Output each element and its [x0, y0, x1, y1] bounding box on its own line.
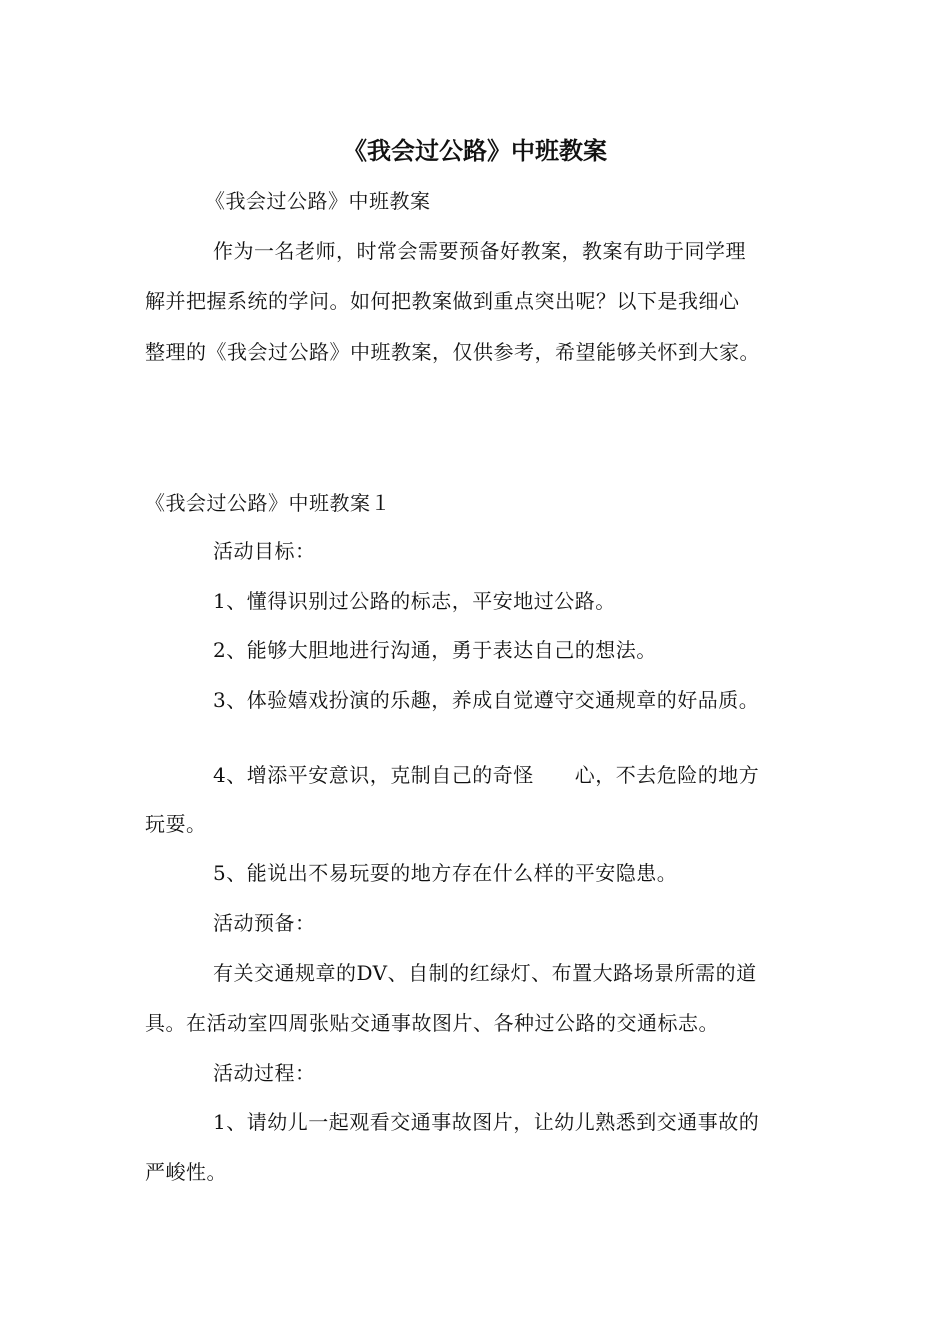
intro-line-3: 整理的《我会过公路》中班教案，仅供参考，希望能够关怀到大家。	[145, 340, 760, 364]
document-subtitle: 《我会过公路》中班教案	[205, 189, 431, 213]
goal-item-3: 3、体验嬉戏扮演的乐趣，养成自觉遵守交通规章的好品质。	[213, 688, 760, 712]
prep-line-1: 有关交通规章的DV、自制的红绿灯、布置大路场景所需的道	[213, 961, 757, 985]
process-item-1: 1、请幼儿一起观看交通事故图片，让幼儿熟悉到交通事故的	[213, 1110, 760, 1134]
process-heading: 活动过程：	[213, 1061, 316, 1085]
goal-item-4-continued: 玩耍。	[145, 812, 207, 836]
goal-item-5: 5、能说出不易玩耍的地方存在什么样的平安隐患。	[213, 861, 678, 885]
section-heading: 《我会过公路》中班教案１	[145, 491, 391, 515]
goal-item-2: 2、能够大胆地进行沟通，勇于表达自己的想法。	[213, 638, 657, 662]
goal-item-4: 4、增添平安意识，克制自己的奇怪 心，不去危险的地方	[213, 763, 760, 787]
intro-line-2: 解并把握系统的学问。如何把教案做到重点突出呢？以下是我细心	[145, 289, 740, 313]
intro-line-1: 作为一名老师，时常会需要预备好教案，教案有助于同学理	[213, 239, 746, 263]
goals-heading: 活动目标：	[213, 539, 316, 563]
prep-line-2: 具。在活动室四周张贴交通事故图片、各种过公路的交通标志。	[145, 1011, 719, 1035]
process-item-1-continued: 严峻性。	[145, 1160, 227, 1184]
document-title: 《我会过公路》中班教案	[343, 137, 607, 165]
prep-heading: 活动预备：	[213, 911, 316, 935]
goal-item-1: 1、懂得识别过公路的标志，平安地过公路。	[213, 589, 616, 613]
